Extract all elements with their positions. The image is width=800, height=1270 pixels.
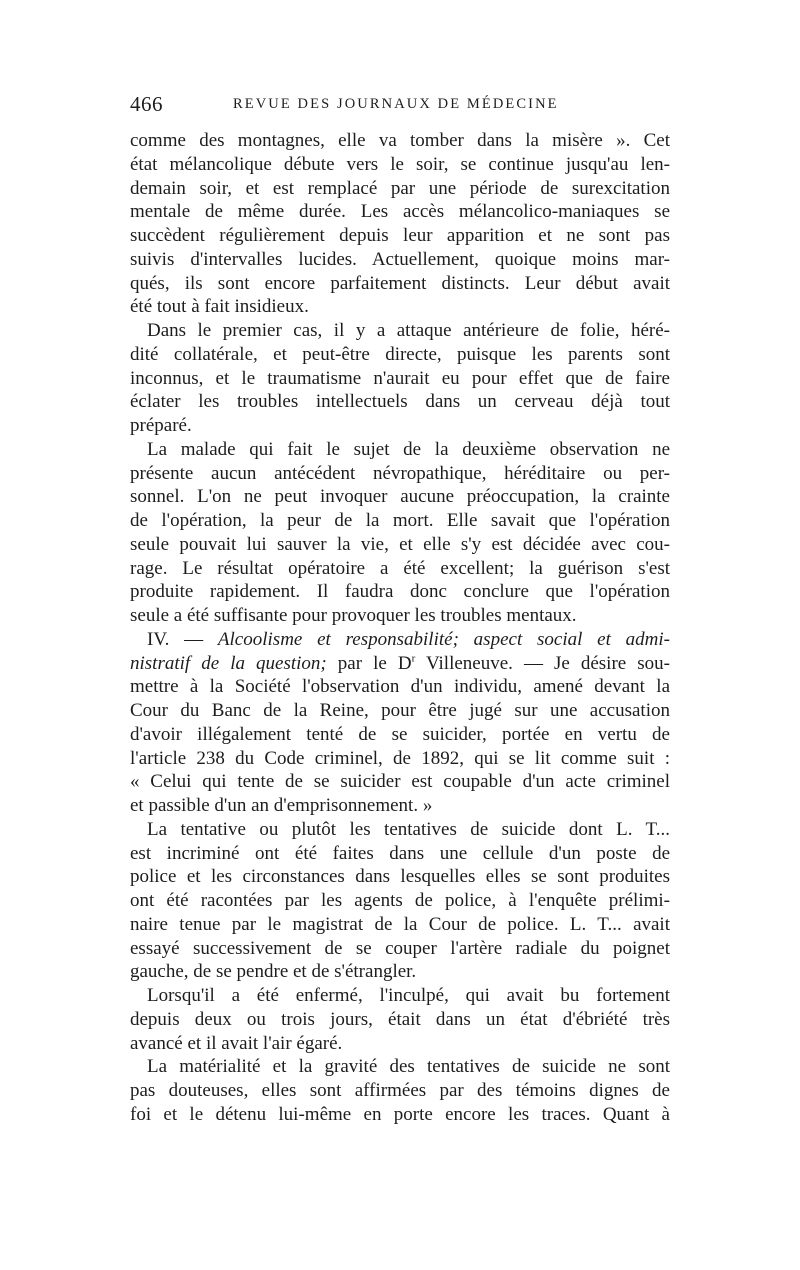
section-heading-line [130, 652, 670, 676]
text-line: éclater les troubles intellectuels dans un cerveau déjà tout [130, 391, 670, 413]
text-line: La malade qui fait le sujet de la deuxième observation ne [147, 438, 670, 460]
running-title: REVUE DES JOURNAUX DE MÉDECINE [233, 96, 559, 112]
text-line: et passible d'un an d'emprisonnement. » [130, 795, 433, 816]
text-line: naire tenue par le magistrat de la Cour de police. L. T... avait [130, 913, 670, 935]
section-title: Alcoolisme et responsabilité; aspect social et admi- [217, 628, 670, 650]
text-line: rage. Le résultat opératoire a été excellent; la guérison s'est [130, 557, 670, 579]
body-text [130, 129, 670, 1127]
text-line: présente aucun antécédent névropathique, héréditaire ou per- [130, 462, 670, 484]
text-line: suivis d'intervalles lucides. Actuellement, quoique moins mar- [130, 248, 670, 270]
text-line: sonnel. L'on ne peut invoquer aucune préoccupation, la crainte [130, 486, 670, 508]
text-line: La matérialité et la gravité des tentatives de suicide ne sont [147, 1056, 670, 1078]
text-line: pas douteuses, elles sont affirmées par des témoins dignes de [130, 1080, 670, 1101]
text-line: essayé successivement de se couper l'artère radiale du poignet [130, 937, 670, 959]
page-number: 466 [130, 92, 163, 116]
text-line: est incriminé ont été faites dans une cellule d'un poste de [130, 842, 670, 864]
text-line: dité collatérale, et peut-être directe, puisque les parents sont [130, 343, 670, 365]
text-line: avancé et il avait l'air égaré. [130, 1032, 343, 1054]
text-line: foi et le détenu lui-même en porte encore les traces. Quant à [130, 1103, 670, 1125]
text-line: « Celui qui tente de se suicider est coupable d'un acte criminel [130, 771, 670, 793]
text-line: mentale de même durée. Les accès mélancolico-maniaques se [130, 201, 670, 223]
text-line: Dans le premier cas, il y a attaque antérieure de folie, héré- [147, 320, 670, 341]
text-line: La tentative ou plutôt les tentatives de suicide dont L. T... [147, 818, 670, 840]
page-header [130, 92, 670, 118]
text-line: Cour du Banc de la Reine, pour être jugé sur une accusation [130, 700, 670, 721]
text-line: succèdent régulièrement depuis leur apparition et ne sont pas [130, 225, 670, 246]
section-heading-line [130, 628, 670, 652]
author-title-superscript: r [411, 652, 416, 665]
text-line: d'avoir illégalement tenté de se suicider, portée en vertu de [130, 723, 670, 745]
text-line: Lorsqu'il a été enfermé, l'inculpé, qui avait bu fortement [147, 985, 670, 1006]
text-line: qués, ils sont encore parfaitement distincts. Leur début avait [130, 272, 670, 294]
text-line: inconnus, et le traumatisme n'aurait eu pour effet que de faire [130, 367, 670, 389]
text-line: demain soir, et est remplacé par une période de surexcitation [130, 177, 670, 199]
text-line: comme des montagnes, elle va tomber dans la misère ». Cet [130, 130, 670, 151]
text-line: seule pouvait lui sauver la vie, et elle s'y est décidée avec cou- [130, 533, 670, 555]
text-line: police et les circonstances dans lesquelles elles se sont produites [130, 866, 670, 888]
section-numeral: IV. [147, 628, 170, 650]
text-line: ont été racontées par les agents de police, à l'enquête prélimi- [130, 890, 670, 911]
text-line: gauche, de se pendre et de s'étrangler. [130, 961, 417, 983]
text-line: l'article 238 du Code criminel, de 1892, qui se lit comme suit : [130, 747, 670, 769]
author-prefix: par le D [337, 652, 412, 674]
text-line: depuis deux ou trois jours, était dans un état d'ébriété très [130, 1008, 670, 1030]
text-line: produite rapidement. Il faudra donc conclure que l'opération [130, 581, 670, 603]
text-line: mettre à la Société l'observation d'un individu, amené devant la [130, 676, 670, 698]
text-line: état mélancolique débute vers le soir, se continue jusqu'au len- [130, 153, 670, 175]
text-line: préparé. [130, 415, 192, 436]
text-line: été tout à fait insidieux. [130, 296, 309, 318]
section-dash: — [184, 628, 204, 650]
text-line: de l'opération, la peur de la mort. Elle savait que l'opération [130, 510, 670, 531]
text-line: seule a été suffisante pour provoquer les troubles mentaux. [130, 605, 577, 626]
section-title-continued: nistratif de la question; [130, 652, 327, 674]
author-name: Villeneuve. — Je désire sou- [425, 652, 670, 674]
